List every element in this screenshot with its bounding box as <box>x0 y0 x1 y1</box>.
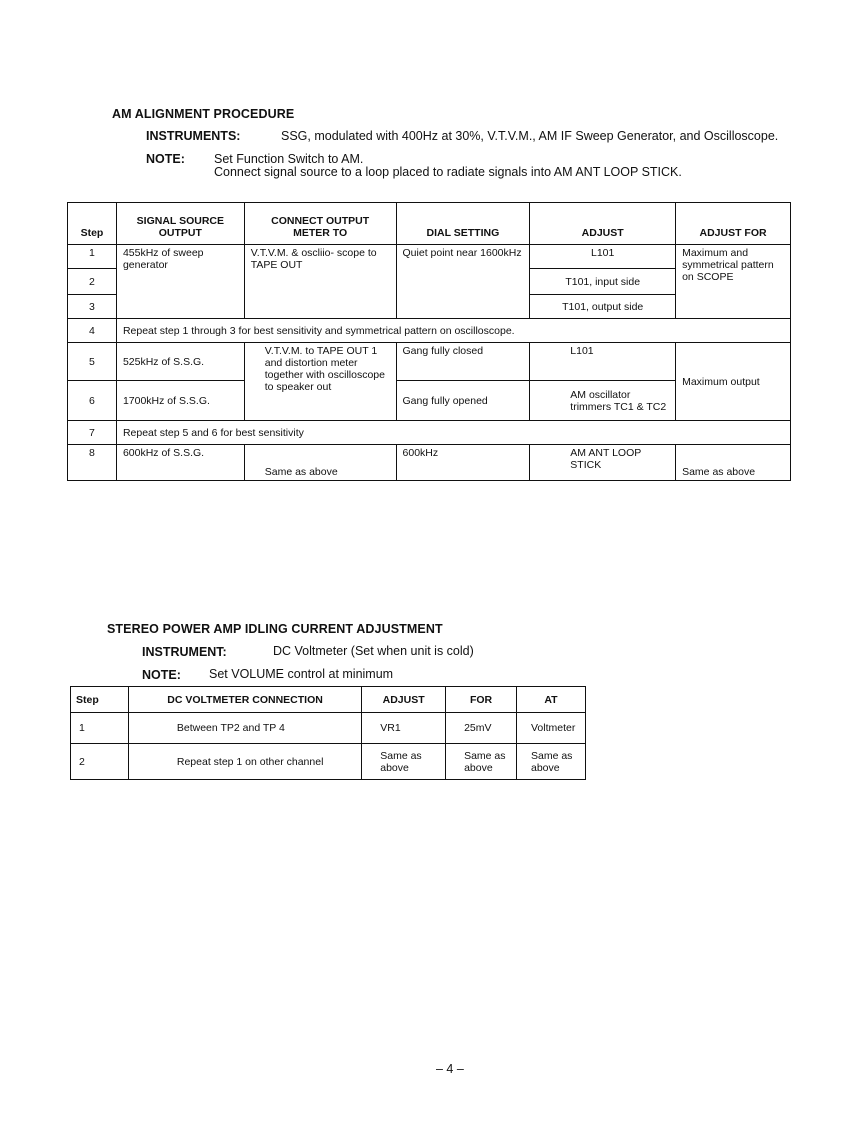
table-row <box>71 713 586 744</box>
adjust-cell: VR1 <box>362 713 446 744</box>
adjust-cell: T101, input side <box>530 269 676 295</box>
connect-cell: Same as above <box>244 445 396 481</box>
header-signal-source-line-1: SIGNAL SOURCE <box>136 215 224 227</box>
adjust-cell: L101 <box>530 245 676 269</box>
adjust-cell: T101, output side <box>530 295 676 319</box>
step-cell: 2 <box>71 744 129 780</box>
adjust-for-cell: Maximum and symmetrical pattern on SCOPE <box>676 245 791 319</box>
header-for: FOR <box>446 687 517 713</box>
amp-instrument-text: DC Voltmeter (Set when unit is cold) <box>273 644 474 658</box>
table-row <box>68 421 791 445</box>
page-number: – 4 – <box>436 1062 464 1076</box>
merged-instruction-cell: Repeat step 5 and 6 for best sensitivity <box>116 421 790 445</box>
amp-section-title: STEREO POWER AMP IDLING CURRENT ADJUSTMENT <box>107 622 443 636</box>
dial-cell: Gang fully opened <box>396 381 530 421</box>
signal-source-cell: 455kHz of sweep generator <box>116 245 244 319</box>
header-connect-output <box>244 203 396 245</box>
header-connection: DC VOLTMETER CONNECTION <box>128 687 361 713</box>
table-row <box>68 343 791 381</box>
step-cell: 4 <box>68 319 117 343</box>
step-cell: 5 <box>68 343 117 381</box>
am-instruments-text: SSG, modulated with 400Hz at 30%, V.T.V.M., AM IF Sweep Generator, and Oscilloscope. <box>281 129 779 143</box>
amp-instrument-label: INSTRUMENT: <box>142 645 227 659</box>
signal-source-cell: 1700kHz of S.S.G. <box>116 381 244 421</box>
am-note-line-2: Connect signal source to a loop placed to radiate signals into AM ANT LOOP STICK. <box>214 165 682 179</box>
merged-instruction-cell: Repeat step 1 through 3 for best sensitivity and symmetrical pattern on oscilloscope. <box>116 319 790 343</box>
step-cell: 7 <box>68 421 117 445</box>
header-at: AT <box>516 687 585 713</box>
table-header-row <box>71 687 586 713</box>
adjust-for-cell: Maximum output <box>676 343 791 421</box>
amp-note-text: Set VOLUME control at minimum <box>209 667 394 681</box>
at-cell: Voltmeter <box>516 713 585 744</box>
step-cell: 1 <box>71 713 129 744</box>
adjust-cell: L101 <box>530 343 676 381</box>
am-instruments-label: INSTRUMENTS: <box>146 129 241 143</box>
header-dial-setting: DIAL SETTING <box>396 203 530 245</box>
adjust-cell: AM ANT LOOP STICK <box>530 445 676 481</box>
step-cell: 6 <box>68 381 117 421</box>
dial-cell: Quiet point near 1600kHz <box>396 245 530 319</box>
connection-cell: Repeat step 1 on other channel <box>128 744 361 780</box>
header-signal-source-line-2: OUTPUT <box>158 227 202 239</box>
table-header-row <box>68 203 791 245</box>
table-row <box>71 744 586 780</box>
step-cell: 8 <box>68 445 117 481</box>
table-row <box>68 245 791 269</box>
header-adjust-for: ADJUST FOR <box>676 203 791 245</box>
am-note-line-1: Set Function Switch to AM. <box>214 152 364 166</box>
am-note-label: NOTE: <box>146 152 185 166</box>
am-section-title: AM ALIGNMENT PROCEDURE <box>112 107 295 121</box>
step-cell: 1 <box>68 245 117 269</box>
at-cell: Same as above <box>516 744 585 780</box>
for-cell: Same as above <box>446 744 517 780</box>
amp-note-label: NOTE: <box>142 668 181 682</box>
signal-source-cell: 525kHz of S.S.G. <box>116 343 244 381</box>
header-signal-source <box>116 203 244 245</box>
header-connect-line-1: CONNECT OUTPUT <box>271 215 370 227</box>
adjust-for-cell: Same as above <box>676 445 791 481</box>
header-adjust: ADJUST <box>530 203 676 245</box>
header-connect-line-2: METER TO <box>293 227 348 239</box>
header-step: Step <box>71 687 129 713</box>
connection-cell: Between TP2 and TP 4 <box>128 713 361 744</box>
table-row <box>68 445 791 481</box>
connect-cell: V.T.V.M. to TAPE OUT 1 and distortion meter together with oscilloscope to speaker out <box>244 343 396 421</box>
idling-current-table <box>70 686 586 780</box>
am-alignment-table <box>67 202 791 481</box>
adjust-cell: Same as above <box>362 744 446 780</box>
for-cell: 25mV <box>446 713 517 744</box>
connect-cell: V.T.V.M. & oscliio- scope to TAPE OUT <box>244 245 396 319</box>
dial-cell: Gang fully closed <box>396 343 530 381</box>
dial-cell: 600kHz <box>396 445 530 481</box>
header-step: Step <box>68 203 117 245</box>
step-cell: 2 <box>68 269 117 295</box>
header-adjust: ADJUST <box>362 687 446 713</box>
step-cell: 3 <box>68 295 117 319</box>
signal-source-cell: 600kHz of S.S.G. <box>116 445 244 481</box>
adjust-cell: AM oscillator trimmers TC1 & TC2 <box>530 381 676 421</box>
table-row <box>68 319 791 343</box>
